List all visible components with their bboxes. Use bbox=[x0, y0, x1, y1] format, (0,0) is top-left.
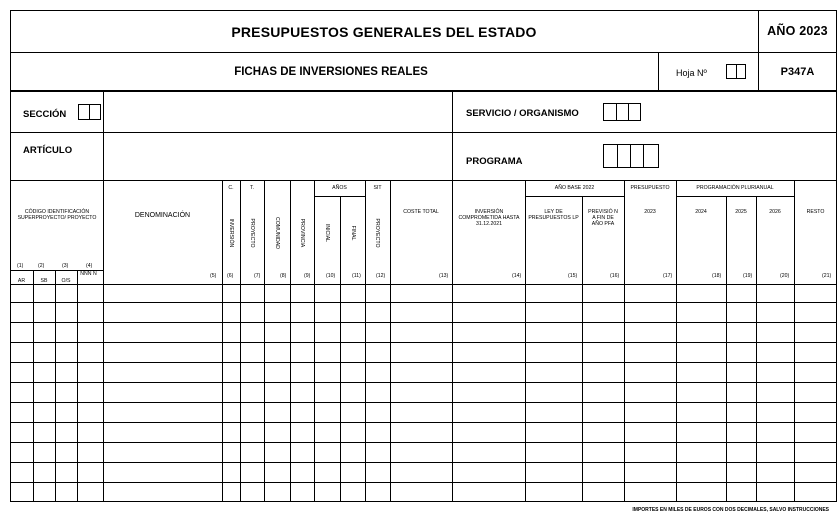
divider bbox=[103, 180, 104, 502]
servicio-label: SERVICIO / ORGANISMO bbox=[466, 108, 579, 119]
prevision-header: PREVISIÓ N A FIN DE AÑO PFA bbox=[588, 209, 618, 227]
divider bbox=[290, 180, 291, 502]
divider bbox=[365, 180, 366, 502]
comunidad-header: COMUNIDAD bbox=[274, 217, 280, 249]
col-number: (12) bbox=[376, 273, 386, 279]
col-number: (18) bbox=[712, 273, 722, 279]
divider bbox=[390, 180, 391, 502]
col-number: (11) bbox=[352, 273, 361, 279]
table-row bbox=[10, 482, 837, 483]
divider bbox=[222, 180, 223, 502]
divider bbox=[758, 10, 759, 90]
col-number: (2) bbox=[38, 263, 45, 269]
col-number: (14) bbox=[512, 273, 522, 279]
code-ar: AR bbox=[17, 278, 26, 284]
divider bbox=[676, 180, 677, 502]
table-row bbox=[10, 362, 837, 363]
code-nnn: NNN N bbox=[80, 271, 97, 277]
year-2025-header: 2025 bbox=[735, 209, 747, 215]
divider bbox=[10, 284, 837, 285]
divider bbox=[264, 180, 265, 502]
programa-label: PROGRAMA bbox=[466, 156, 523, 167]
table-row bbox=[10, 402, 837, 403]
divider bbox=[676, 196, 794, 197]
t-header: T. bbox=[249, 185, 255, 191]
provincia-header: PROVINCIA bbox=[299, 218, 305, 248]
divider bbox=[10, 52, 837, 53]
year-2026-header: 2026 bbox=[769, 209, 781, 215]
divider bbox=[103, 90, 104, 180]
divider bbox=[452, 180, 453, 502]
divider bbox=[89, 104, 90, 120]
inicial-header: INICIAL bbox=[324, 223, 330, 243]
table-row bbox=[10, 322, 837, 323]
divider bbox=[240, 180, 241, 502]
col-number: (4) bbox=[86, 263, 93, 269]
divider bbox=[10, 180, 837, 181]
table-row bbox=[10, 302, 837, 303]
ley-header: LEY DE PRESUPUESTOS LP bbox=[528, 209, 579, 221]
col-number: (9) bbox=[304, 273, 311, 279]
proyecto-t-header: PROYECTO bbox=[249, 218, 255, 248]
divider bbox=[794, 180, 795, 502]
year-label: AÑO 2023 bbox=[767, 24, 828, 38]
divider bbox=[314, 196, 365, 197]
divider bbox=[77, 270, 78, 502]
anos-header: AÑOS bbox=[332, 185, 347, 191]
divider bbox=[617, 144, 618, 168]
divider bbox=[630, 144, 631, 168]
divider bbox=[658, 52, 659, 90]
seccion-label: SECCIÓN bbox=[23, 109, 67, 120]
col-number: (13) bbox=[439, 273, 449, 279]
table-row bbox=[10, 342, 837, 343]
table-row bbox=[10, 422, 837, 423]
c-header: C. bbox=[228, 185, 234, 191]
divider bbox=[33, 270, 34, 502]
divider bbox=[643, 144, 644, 168]
form-code: P347A bbox=[780, 66, 815, 78]
divider bbox=[452, 90, 453, 180]
divider bbox=[340, 196, 341, 502]
divider bbox=[726, 196, 727, 502]
presupuesto-header: PRESUPUESTO bbox=[630, 185, 670, 191]
col-number: (5) bbox=[210, 273, 217, 279]
footer-note: IMPORTES EN MILES DE EUROS CON DOS DECIMALES, SALVO INSTRUCCIONES bbox=[632, 507, 829, 513]
sheet-label: Hoja Nº bbox=[676, 68, 707, 78]
col-number: (8) bbox=[280, 273, 287, 279]
form-subtitle: FICHAS DE INVERSIONES REALES bbox=[234, 66, 428, 78]
col-number: (20) bbox=[780, 273, 790, 279]
ano-base-header: AÑO BASE 2022 bbox=[554, 185, 595, 191]
divider bbox=[55, 270, 56, 502]
year-2024-header: 2024 bbox=[695, 209, 707, 215]
code-sb: SB bbox=[40, 278, 48, 284]
col-number: (7) bbox=[254, 273, 261, 279]
table-row bbox=[10, 442, 837, 443]
divider bbox=[10, 132, 837, 133]
codigo-header: CÓDIGO IDENTIFICACIÓN SUPERPROYECTO/ PROYECTO bbox=[17, 209, 97, 221]
year-2023-header: 2023 bbox=[644, 209, 656, 215]
col-number: (19) bbox=[743, 273, 753, 279]
divider bbox=[10, 90, 837, 92]
denominacion-header: DENOMINACIÓN bbox=[134, 212, 191, 219]
col-number: (1) bbox=[17, 263, 24, 269]
col-number: (10) bbox=[326, 273, 336, 279]
inversion-header: INVERSIÓN bbox=[228, 218, 234, 248]
form-frame bbox=[10, 10, 837, 502]
programa-input[interactable] bbox=[603, 144, 659, 168]
col-number: (15) bbox=[568, 273, 578, 279]
divider bbox=[736, 64, 737, 79]
col-number: (21) bbox=[822, 273, 832, 279]
col-number: (6) bbox=[227, 273, 234, 279]
divider bbox=[624, 180, 625, 502]
code-os: O/S bbox=[61, 278, 71, 284]
divider bbox=[525, 180, 526, 502]
divider bbox=[525, 196, 624, 197]
col-number: (17) bbox=[663, 273, 673, 279]
col-number: (16) bbox=[610, 273, 620, 279]
programacion-header: PROGRAMACIÓN PLURIANUAL bbox=[696, 185, 774, 191]
page-title: PRESUPUESTOS GENERALES DEL ESTADO bbox=[231, 24, 537, 40]
resto-header: RESTO bbox=[806, 209, 825, 215]
divider bbox=[314, 180, 315, 502]
divider bbox=[756, 196, 757, 502]
table-row bbox=[10, 462, 837, 463]
sit-header: SIT bbox=[373, 185, 382, 191]
proyecto-sit-header: PROYECTO bbox=[374, 218, 380, 248]
servicio-input[interactable] bbox=[603, 103, 641, 121]
articulo-label: ARTÍCULO bbox=[23, 145, 73, 156]
divider bbox=[628, 103, 629, 121]
divider bbox=[582, 196, 583, 502]
divider bbox=[616, 103, 617, 121]
table-row bbox=[10, 382, 837, 383]
final-header: FINAL bbox=[350, 225, 356, 241]
inversion-comprometida-header: INVERSIÓN COMPROMETIDA HASTA 31.12.2021 bbox=[458, 209, 520, 227]
col-number: (3) bbox=[62, 263, 69, 269]
coste-total-header: COSTE TOTAL bbox=[403, 209, 439, 215]
